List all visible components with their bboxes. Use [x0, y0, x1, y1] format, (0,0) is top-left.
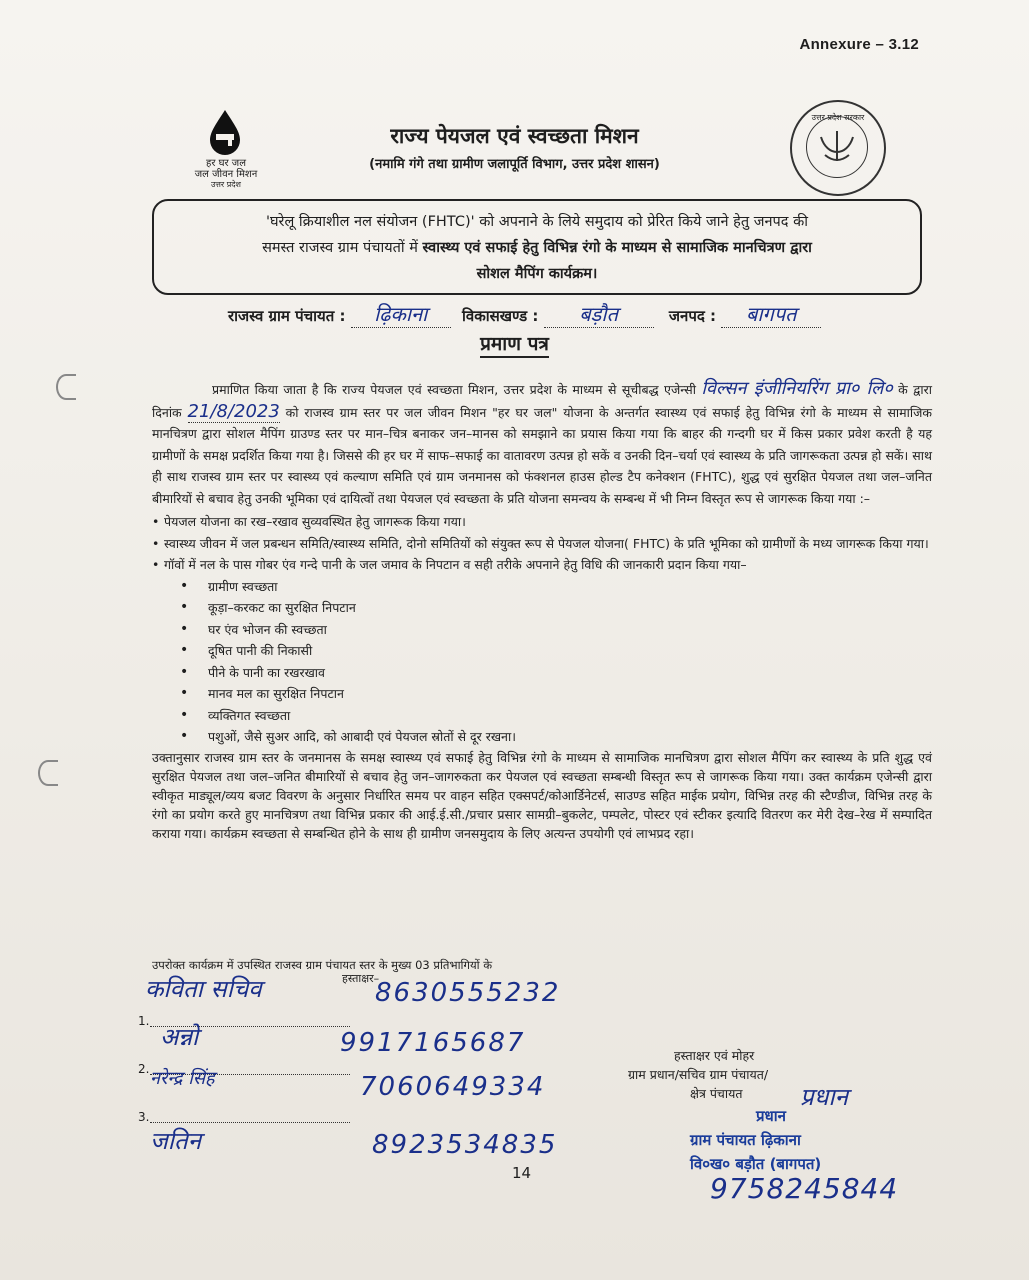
participant-phone-handwritten: 8630555232	[375, 978, 561, 1008]
participant-name-handwritten: नरेन्द्र सिंह	[150, 1068, 215, 1089]
certificate-title-text: प्रमाण पत्र	[480, 333, 549, 358]
participant-name-handwritten: अन्नो	[160, 1023, 199, 1051]
up-govt-seal	[790, 100, 886, 196]
list-item: • मानव मल का सुरक्षित निपटान	[180, 683, 932, 705]
awareness-bullet-list	[152, 511, 932, 576]
certificate-title	[0, 330, 1029, 356]
district-label: जनपद :	[668, 307, 717, 325]
fish-bow-emblem-icon	[807, 117, 867, 177]
program-title-box	[152, 199, 922, 295]
list-item: • पीने के पानी का रखरखाव	[180, 662, 932, 684]
participant-name-handwritten: कविता सचिव	[145, 975, 262, 1003]
signature-block-line: ग्राम प्रधान/सचिव ग्राम पंचायत/	[628, 1067, 769, 1082]
stamp-line: प्रधान	[756, 1107, 786, 1125]
participants-intro-text: उपरोक्त कार्यक्रम में उपस्थित राजस्व ग्राम पंचायत स्तर के मुख्य 03 प्रतिभागियों के	[152, 958, 493, 972]
annexure-label: Annexure – 3.12	[799, 36, 919, 53]
participant-number: 2.	[138, 1062, 150, 1076]
seal-text: उत्तर प्रदेश सरकार	[811, 113, 865, 122]
participant-phone-handwritten: 7060649334	[360, 1072, 546, 1102]
pradhan-stamp	[690, 1104, 821, 1176]
mission-subtitle: (नमामि गंगे तथा ग्रामीण जलापूर्ति विभाग, उत्तर प्रदेश शासन)	[369, 157, 660, 172]
district-value: बागपत	[721, 300, 821, 328]
participant-phone-handwritten: 8923534835	[372, 1130, 558, 1160]
program-line-3: सोशल मैपिंग कार्यक्रम।	[476, 266, 598, 282]
authority-signature-block	[628, 1046, 828, 1103]
certificate-body	[152, 378, 932, 843]
block-value: बड़ौत	[544, 300, 654, 328]
program-line-2	[168, 235, 906, 261]
list-item: • कूड़ा–करकट का सुरक्षित निपटान	[180, 597, 932, 619]
mission-title: राज्य पेयजल एवं स्वच्छता मिशन	[390, 124, 639, 148]
seal-inner-ring	[806, 116, 868, 178]
pradhan-phone-handwritten: 9758245844	[710, 1172, 899, 1205]
signature-block-line: क्षेत्र पंचायत	[690, 1086, 743, 1101]
list-item: • पेयजल योजना का रख–रखाव सुव्यवस्थित हेतु जागरूक किया गया।	[152, 511, 932, 533]
date-handwritten: 21/8/2023	[187, 400, 280, 422]
sanitation-topic-list	[152, 576, 932, 748]
page-number: 14	[512, 1164, 532, 1182]
pradhan-signature-handwritten: प्रधान	[800, 1083, 848, 1111]
list-item: • गॉवों में नल के पास गोबर एंव गन्दे पानी के जल जमाव के निपटान व सही तरीके अपनाने हेतु विधि की जानकारी प्रदान किया गया–	[152, 554, 932, 576]
body-text-c: को राजस्व ग्राम स्तर पर जल जीवन मिशन "हर घर जल" योजना के अन्तर्गत स्वास्थ्य एवं सफाई हेतु विभिन्न रंगो के माध्यम से सामाजिक मानचित्रण द्वारा सोशल मैपिंग ग्राउण्ड स्तर पर मान–चित्र बनाकर जन–मानस को समझाने का प्रयास किया गया कि बाहर की गन्दगी घर में किस प्रकार प्रवेश करती है यह ग्रामीणों के समक्ष प्रदर्शित किया गया है। जिससे की हर घर में साफ–सफाई का वातावरण उत्पन्न हो सकें व उनकी दिन–चर्या एवं स्वास्थ्य के प्रति जागरूकता उत्पन्न हो सकें। साथ ही साथ राजस्व ग्राम स्तर पर स्वास्थ्य एवं कल्याण समिति एवं ग्राम जनमानस को फंक्शनल हाउस होल्ड टैप कनेक्शन (FHTC), शुद्ध एवं सुरक्षित पेयजल तथा जल–जनित बीमारियों से बचाव हेतु उनकी भूमिका एवं दायित्वों तथा पेयजल एवं स्वच्छता के प्रति योजना समन्वय के सम्बन्ध में भी निम्न विस्तृत रूप से जागरूक किया गया :–	[152, 404, 932, 506]
program-line-1: 'घरेलू क्रियाशील नल संयोजन (FHTC)' को अपनाने के लिये समुदाय को प्रेरित किये जाने हेतु जनपद की	[266, 214, 808, 230]
participant-number: 1.	[138, 1014, 150, 1028]
signature-line	[150, 1122, 350, 1123]
stamp-line: ग्राम पंचायत ढ़िकाना	[690, 1131, 801, 1149]
signature-label: हस्ताक्षर–	[342, 972, 380, 985]
signature-block-line: हस्ताक्षर एवं मोहर	[674, 1048, 755, 1063]
punch-hole	[56, 374, 76, 400]
participant-name-handwritten: जतिन	[150, 1127, 202, 1155]
logo-text-line: हर घर जल	[206, 158, 246, 169]
logo-text-line: जल जीवन मिशन	[194, 169, 258, 180]
list-item: • पशुओं, जैसे सुअर आदि, को आबादी एवं पेयजल स्रोतों से दूर रखना।	[180, 726, 932, 748]
body-paragraph-1	[152, 378, 932, 509]
list-item: • व्यक्तिगत स्वच्छता	[180, 705, 932, 727]
body-text-a: प्रमाणित किया जाता है कि राज्य पेयजल एवं स्वच्छता मिशन, उत्तर प्रदेश के माध्यम से सूचीबद्ध एजेन्सी	[212, 382, 696, 397]
location-row	[228, 300, 821, 328]
list-item: • ग्रामीण स्वच्छता	[180, 576, 932, 598]
body-paragraph-2: उक्तानुसार राजस्व ग्राम स्तर के जनमानस के समक्ष स्वास्थ्य एवं सफाई हेतु विभिन्न रंगो के माध्यम से सामाजिक मानचित्रण द्वारा सोशल मैपिंग कर स्वास्थ्य के प्रति शुद्ध एवं सुरक्षित पेयजल तथा जल–जनित बीमारियों से बचाव हेतु जन–जागरुकता कर पेयजल एवं स्वच्छता सम्बन्धी विस्तृत रूप से जागरूक किया गया। उक्त कार्यक्रम एजेन्सी द्वारा स्वीकृत माड्यूल/व्यय बजट विवरण के अनुसार निर्धारित समय पर वाहन सहित एक्सपर्ट/कोआर्डिनेटर्स, साउण्ड सहित माईक प्रयोग, विभिन्न तरह की स्टैण्डीज, विभिन्न तरह के रंगो का प्रयोग करते हुए मानचित्रण तथा विभिन्न प्रकार की आई.ई.सी./प्रचार प्रसार सामग्री–बुकलेट, पम्पलेट, पोस्टर एवं स्टीकर इत्यादि वितरण कर मेरी देख–रेख में सम्पादित कराया गया। कार्यक्रम स्वच्छता से सम्बन्धित होने के साथ ही ग्रामीण जनसमुदाय के लिए अत्यन्त उपयोगी एवं लाभप्रद रहा।	[152, 749, 932, 841]
participant-phone-handwritten: 9917165687	[340, 1028, 526, 1058]
stamp-line: वि०ख० बड़ौत (बागपत)	[690, 1155, 822, 1173]
list-item: • स्वास्थ्य जीवन में जल प्रबन्धन समिति/स्वास्थ्य समिति, दोनो समितियों को संयुक्त रूप से पेयजल योजना( FHTC) के प्रति भूमिका को ग्रामीणों के मध्य जागरूक किया गया।	[152, 533, 932, 555]
logo-text-line: उत्तर प्रदेश	[211, 180, 241, 189]
gram-panchayat-value: ढ़िकाना	[351, 300, 451, 328]
block-label: विकासखण्ड :	[461, 307, 539, 325]
list-item: • घर एंव भोजन की स्वच्छता	[180, 619, 932, 641]
agency-name-handwritten: विल्सन इंजीनियरिंग प्रा० लि०	[701, 378, 893, 399]
punch-hole	[38, 760, 58, 786]
list-item: • दूषित पानी की निकासी	[180, 640, 932, 662]
gram-panchayat-label: राजस्व ग्राम पंचायत :	[228, 307, 346, 325]
body-text-b: के द्वारा दिनांक	[152, 382, 932, 420]
program-line-2-bold: स्वास्थ्य एवं सफाई हेतु विभिन्न रंगो के माध्यम से सामाजिक मानचित्रण द्वारा	[422, 240, 812, 256]
program-line-2-normal: समस्त राजस्व ग्राम पंचायतों में	[262, 240, 423, 256]
participant-number: 3.	[138, 1110, 150, 1124]
